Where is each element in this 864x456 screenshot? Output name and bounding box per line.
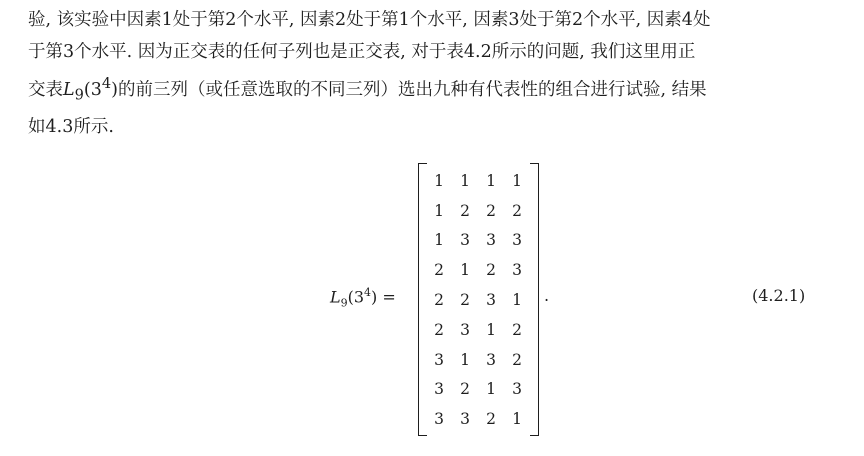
matrix-row [426,196,530,226]
matrix-row [426,315,530,345]
matrix-right-bracket [530,163,539,436]
matrix-cell: 3 [460,231,470,250]
matrix-cell: 1 [434,171,444,190]
matrix-row [426,166,530,196]
inline-math-paren: (3 [83,79,102,100]
matrix-cell: 2 [460,380,470,399]
matrix-row [426,345,530,375]
matrix-cell: 2 [512,201,522,220]
matrix-cell: 1 [512,291,522,310]
matrix-cell: 2 [486,201,496,220]
body-paragraph [28,4,838,143]
inline-math-sub: 9 [74,86,84,104]
matrix-row [426,404,530,434]
matrix-cell: 1 [512,171,522,190]
equation-lhs [330,286,396,310]
paragraph-line-2: 于第3个水平. 因为正交表的任何子列也是正交表, 对于表4.2所示的问题, 我们这里用正 [28,42,696,62]
matrix-cell: 1 [460,350,470,369]
paragraph-line-4: 如4.3所示. [28,117,114,138]
matrix-cell: 1 [486,380,496,399]
matrix-cell: 3 [486,231,496,250]
matrix-cell: 2 [460,201,470,220]
matrix-row [426,285,530,315]
lhs-close: ) = [371,287,396,307]
matrix-cell: 1 [434,231,444,250]
matrix-cell: 2 [486,410,496,429]
equation-number: (4.2.1) [752,286,806,305]
matrix-cell: 1 [460,261,470,280]
matrix-cell: 2 [460,291,470,310]
lhs-sub: 9 [340,296,348,310]
matrix-cell: 3 [486,350,496,369]
matrix-cell: 2 [512,320,522,339]
lhs-sup: 4 [364,286,372,299]
matrix-cell: 3 [512,261,522,280]
line3-prefix: 交表 [28,79,63,100]
matrix-cell: 3 [486,291,496,310]
matrix-cell: 1 [460,171,470,190]
lhs-L: L [330,287,341,307]
matrix-cell: 1 [512,410,522,429]
equation-period: . [544,286,550,305]
orthogonal-array-matrix [426,166,530,434]
matrix-cell: 3 [434,410,444,429]
matrix-cell: 2 [512,350,522,369]
matrix-cell: 2 [434,261,444,280]
paragraph-line-1: 验, 该实验中因素1处于第2个水平, 因素2处于第1个水平, 因素3处于第2个水平, 因素4处 [28,10,711,30]
matrix-cell: 2 [486,261,496,280]
matrix-row [426,375,530,405]
matrix-row [426,226,530,256]
matrix-cell: 3 [512,380,522,399]
matrix-cell: 3 [512,231,522,250]
matrix-cell: 2 [434,320,444,339]
matrix-cell: 1 [434,201,444,220]
matrix-cell: 1 [486,171,496,190]
matrix-cell: 2 [434,291,444,310]
matrix-cell: 3 [460,410,470,429]
matrix-cell: 1 [486,320,496,339]
matrix-cell: 3 [434,380,444,399]
line3-suffix: 的前三列（或任意选取的不同三列）选出九种有代表性的组合进行试验, 结果 [117,79,707,100]
matrix-row [426,255,530,285]
inline-math-close: ) [111,79,118,100]
matrix-cell: 3 [460,320,470,339]
lhs-paren: (3 [347,287,365,307]
inline-math-sup: 4 [101,75,112,92]
inline-math-L: L [63,79,75,100]
matrix-cell: 3 [434,350,444,369]
paragraph-line-3 [28,68,838,111]
